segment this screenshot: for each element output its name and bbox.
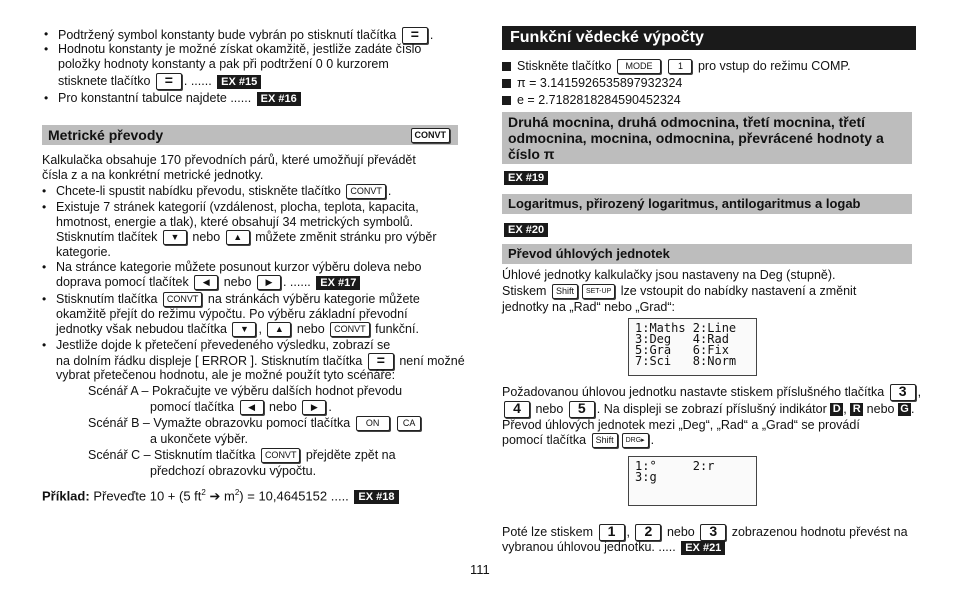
square-bullet-icon [502,62,511,71]
metric-section-header [42,125,458,145]
select-unit: Požadovanou úhlovou jednotku nastavte stiskem příslušného tlačítka 3 , [502,383,922,399]
scenario-c-2: předchozí obrazovku výpočtu. [150,464,317,478]
mode-key-icon: MODE [617,59,661,74]
scenario-b-2: a ukončete výběr. [150,432,248,446]
bullet-categories-2: hmotnost, energie a tlak), které obsahují 34 metrických symbolů. [56,215,414,229]
bullet-categories-3: Stisknutím tlačítek ▼ nebo ▲ můžete změnit stránku pro výběr [56,230,437,244]
log-section-header: Logaritmus, přirozený logaritmus, antilogaritmus a logab [502,194,912,214]
deg-indicator-icon: D [830,403,843,416]
scenario-b: Scénář B – Vymažte obrazovku pomocí tlačítka ON CA [88,416,423,431]
ex-badge: EX #17 [316,276,360,290]
bullet-overflow-2: na dolním řádku displeje [ ERROR ]. Stisknutím tlačítka = není možné [56,352,465,368]
bullet-cursor-2: doprava pomocí tlačítek ◀ nebo ▶ . ...... EX #17 [56,275,360,290]
rad-indicator-icon: R [850,403,863,416]
bullet-categories: • Existuje 7 stránek kategorií (vzdálenost, plocha, teplota, kapacita, [42,200,419,214]
grad-indicator-icon: G [898,403,911,416]
one-key-icon: 1 [668,59,692,74]
five-key-icon: 5 [569,401,595,418]
two-key-icon: 2 [635,524,661,541]
equals-key-icon: = [402,27,428,44]
convert-between-2: pomocí tlačítka Shift DRG▸ . [502,433,655,447]
angle-section-header: Převod úhlových jednotek [502,244,912,264]
up-arrow-key-icon: ▲ [226,230,250,245]
ex-badge: EX #16 [257,92,301,106]
bullet-cursor: • Na stránce kategorie můžete posunout kurzor výběru doleva nebo [42,260,422,274]
convt-key-icon: CONVT [411,128,451,143]
page-number: 111 [470,562,490,577]
three-key-icon: 3 [700,524,726,541]
example-line: Příklad: Převeďte 10 + (5 $ft^2$ ➔ $m^2) = 10,4645152$ ..... EX #18 [42,488,399,504]
ex19-badge: EX #19 [502,170,548,185]
left-arrow-key-icon: ◀ [240,400,264,415]
angle-setup: Stiskem Shift SET-UP lze vstoupit do nabídky nastavení a změnit [502,284,857,298]
square-bullet-icon [502,96,511,105]
bullet-table: • Pro konstantní tabulce najdete ...... EX #16 [58,91,301,106]
up-arrow-key-icon: ▲ [267,322,291,337]
pi-value: π = 3.1415926535897932324 [502,76,682,90]
down-arrow-key-icon: ▼ [232,322,256,337]
setup-key-icon: SET-UP [582,284,615,299]
bullet-constant-line3: stisknete tlačítko = . ...... EX #15 [58,73,261,90]
bullet-convt-press: • Stisknutím tlačítka CONVT na stránkách výběru kategorie můžete [42,292,420,306]
convt-key-icon: CONVT [261,448,301,463]
metric-intro: Kalkulačka obsahuje 170 převodních párů, které umožňují převádět [42,153,416,167]
ex20-badge: EX #20 [502,222,548,237]
lcd-drg-menu: 1:° 2:r 3:g [628,456,757,506]
on-key-icon: ON [356,416,390,431]
final-convert-2: vybranou úhlovou jednotku. ..... EX #21 [502,540,725,555]
angle-units: jednotky na „Rad“ nebo „Grad“: [502,300,676,314]
angle-intro: Úhlové jednotky kalkulačky jsou nastaveny na Deg (stupně). [502,268,836,282]
lcd-setup-menu: 1:Maths 2:Line 3:Deg 4:Rad 5:Gra 6:Fix 7:Sci 8:Norm [628,318,757,376]
powers-section-header: Druhá mocnina, druhá odmocnina, třetí mocnina, třetí odmocnina, mocnina, odmocnina, převrácené hodnoty a číslo π [502,112,912,164]
right-arrow-key-icon: ▶ [302,400,326,415]
ex-badge: EX #18 [354,490,398,504]
right-arrow-key-icon: ▶ [257,275,281,290]
four-key-icon: 4 [504,401,530,418]
scenario-a-2: pomocí tlačítka ◀ nebo ▶ . [150,400,332,414]
down-arrow-key-icon: ▼ [163,230,187,245]
bullet-constant: • Hodnotu konstanty je možné získat okamžitě, jestliže zadáte číslo [44,42,422,56]
e-value: e = 2.7182818284590452324 [502,93,681,107]
convt-key-icon: CONVT [346,184,386,199]
convert-between: Převod úhlových jednotek mezi „Deg“, „Rad“ a „Grad“ se provádí [502,418,860,432]
bullet-constant-line2: položky hodnoty konstanty a pak při podtržení 0 0 kurzorem [58,57,389,71]
one-key-icon: 1 [599,524,625,541]
ca-key-icon: CA [397,416,421,431]
left-arrow-key-icon: ◀ [194,275,218,290]
bullet-convt-press-3: jednotky však nebudou tlačítka ▼ , ▲ nebo CONVT funkční. [56,322,419,336]
equals-key-icon: = [368,353,394,370]
drg-key-icon: DRG▸ [622,433,649,448]
shift-key-icon: Shift [552,284,578,299]
arrow-icon: ➔ [209,488,221,504]
scenario-a: Scénář A – Pokračujte ve výběru dalších hodnot převodu [88,384,403,398]
ex-badge: EX #15 [217,75,261,89]
bullet-start-menu: • Chcete-li spustit nabídku převodu, stiskněte tlačítko CONVT . [42,184,392,198]
scenario-c: Scénář C – Stisknutím tlačítka CONVT přejděte zpět na [88,448,396,462]
functional-title: Funkční vědecké výpočty [502,26,916,50]
metric-title: Metrické převody [48,127,164,143]
convt-key-icon: CONVT [163,292,203,307]
bullet-categories-4: kategorie. [56,245,111,259]
ex-badge: EX #21 [681,541,725,555]
equals-key-icon: = [156,73,182,90]
shift-key-icon: Shift [592,433,618,448]
bullet-symbol: • Podtržený symbol konstanty bude vybrán po stisknutí tlačítka = . [44,26,434,42]
select-unit-2: 4 nebo 5 . Na displeji se zobrazí příslušný indikátor D , R nebo G . [502,401,914,418]
bullet-overflow-3: vybrat přetečenou hodnotu, ale je možné použít tyto scénáře: [56,368,396,382]
final-convert: Poté lze stiskem 1 , 2 nebo 3 zobrazenou hodnotu převést na [502,523,908,539]
mode-instruction: Stiskněte tlačítko MODE 1 pro vstup do režimu COMP. [502,59,851,74]
square-bullet-icon [502,79,511,88]
bullet-overflow: • Jestliže dojde k přetečení převedeného výsledku, zobrazí se [42,338,391,352]
convt-key-icon: CONVT [330,322,370,337]
three-key-icon: 3 [890,384,916,401]
metric-intro-2: čísla z a na konkrétní metrické jednotky. [42,168,264,182]
bullet-convt-press-2: okamžitě přejít do režimu výpočtu. Po výběru základní převodní [56,307,408,321]
